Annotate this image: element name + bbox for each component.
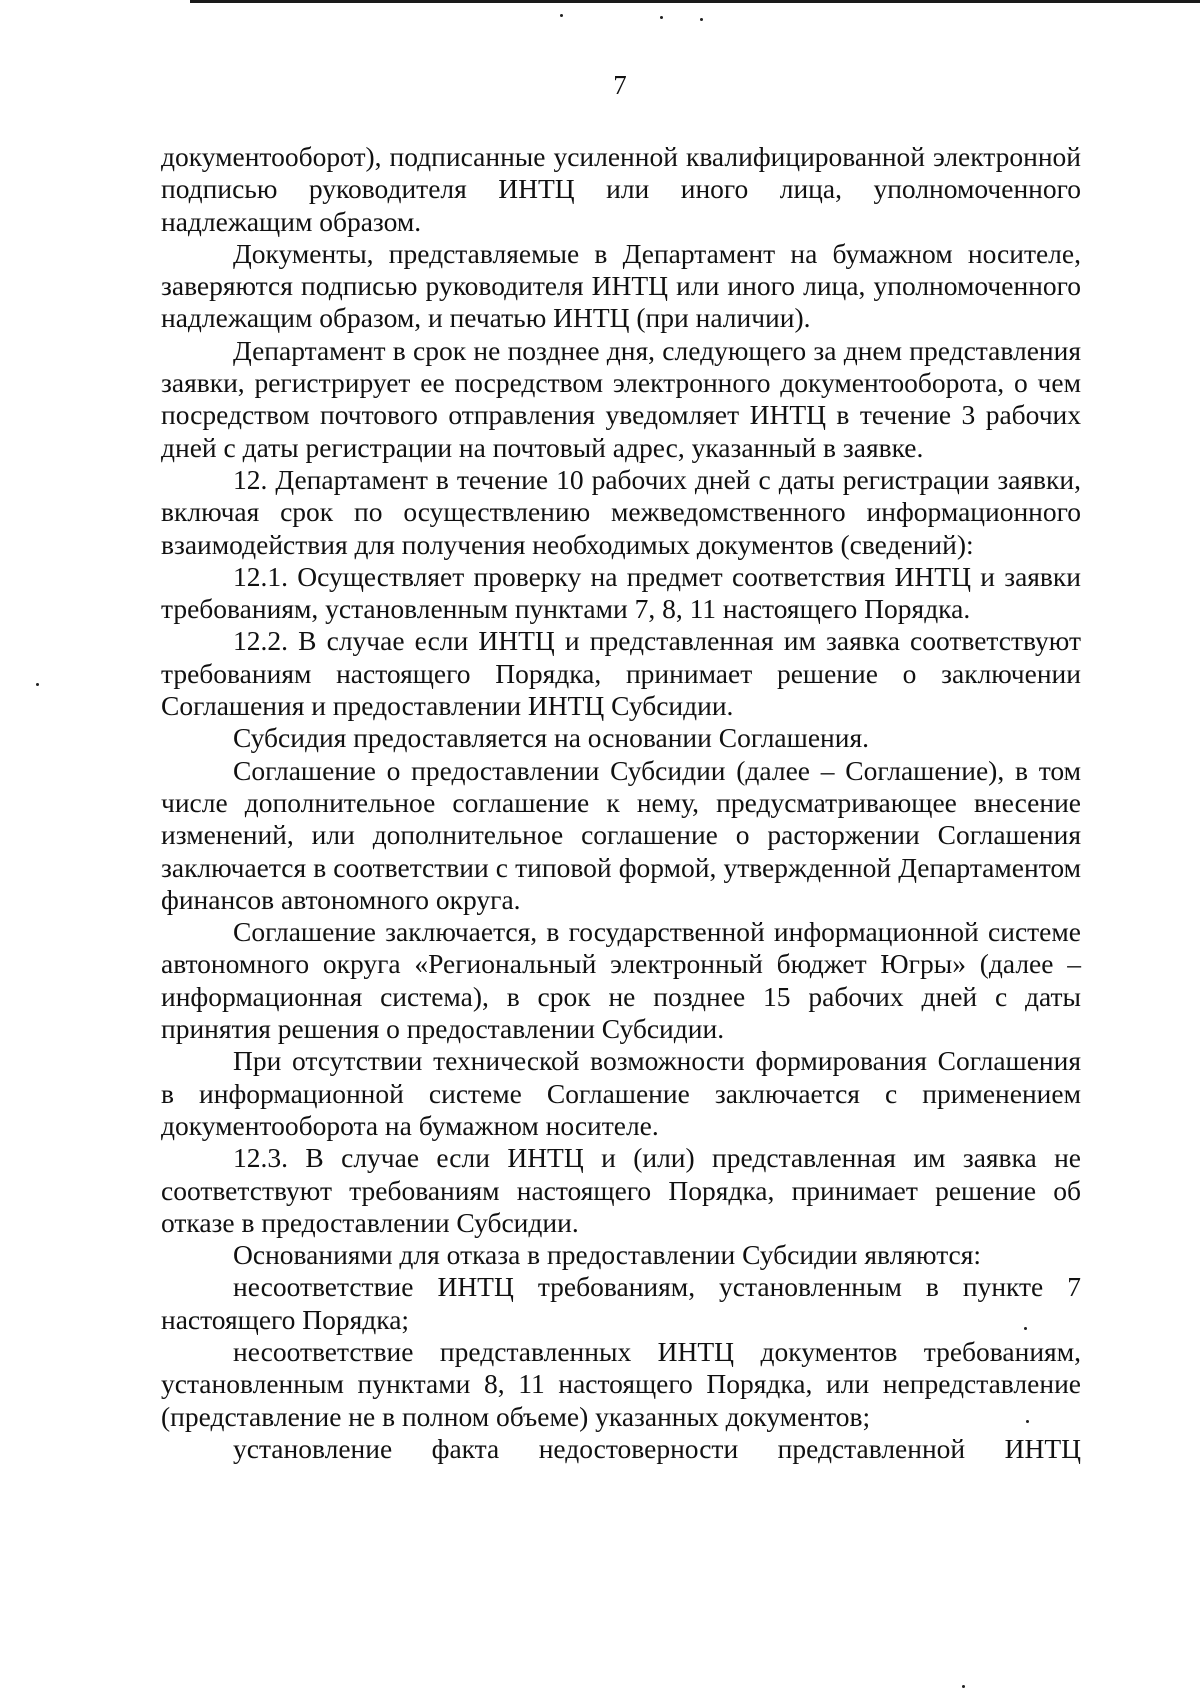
scan-speck bbox=[560, 14, 563, 17]
paragraph: 12. Департамент в течение 10 рабочих дней с даты регистрации заявки, включая срок по осуществлению межведомственного информационного взаимодействия для получения необходимых документов (сведений): bbox=[161, 463, 1081, 560]
scan-speck bbox=[962, 1685, 965, 1688]
paragraph: Основаниями для отказа в предоставлении Субсидии являются: bbox=[233, 1239, 982, 1271]
scan-speck bbox=[660, 16, 663, 19]
page-number: 7 bbox=[613, 70, 627, 100]
paragraph: Субсидия предоставляется на основании Соглашения. bbox=[233, 722, 869, 754]
paragraph: 12.1. Осуществляет проверку на предмет соответствия ИНТЦ и заявки требованиям, установленным пунктами 7, 8, 11 настоящего Порядка. bbox=[161, 560, 1081, 625]
paragraph: 12.2. В случае если ИНТЦ и представленная им заявка соответствуют требованиям настоящего Порядка, принимает решение о заключении Соглашения и предоставлении ИНТЦ Субсидии. bbox=[161, 625, 1081, 722]
paragraph: Департамент в срок не позднее дня, следующего за днем представления заявки, регистрирует ее посредством электронного документооборота, о чем посредством почтового отправления уведомляет ИНТЦ в течение 3 рабочих дней с даты регистрации на почтовый адрес, указанный в заявке. bbox=[161, 334, 1081, 463]
paragraph: Соглашение заключается, в государственной информационной системе автономного округа «Региональный электронный бюджет Югры» (далее – информационная система), в срок не позднее 15 рабочих дней с даты принятия решения о предоставлении Субсидии. bbox=[161, 916, 1081, 1045]
scan-speck bbox=[1026, 1420, 1029, 1423]
paragraph: При отсутствии технической возможности формирования Соглашения в информационной системе Соглашение заключается с применением документооборота на бумажном носителе. bbox=[161, 1045, 1081, 1141]
scan-edge-line bbox=[190, 0, 1200, 3]
paragraph: несоответствие представленных ИНТЦ документов требованиям, установленным пунктами 8, 11 настоящего Порядка, или непредставление (представление не в полном объеме) указанных документов; bbox=[161, 1335, 1081, 1432]
paragraph: Документы, представляемые в Департамент на бумажном носителе, заверяются подписью руководителя ИНТЦ или иного лица, уполномоченного надлежащим образом, и печатью ИНТЦ (при наличии). bbox=[161, 237, 1081, 334]
paragraph: 12.3. В случае если ИНТЦ и (или) представленная им заявка не соответствуют требованиям настоящего Порядка, принимает решение об отказе в предоставлении Субсидии. bbox=[161, 1142, 1081, 1238]
scan-speck bbox=[1024, 1327, 1027, 1330]
paragraph: документооборот), подписанные усиленной квалифицированной электронной подписью руководителя ИНТЦ или иного лица, уполномоченного надлежащим образом. bbox=[161, 141, 1081, 237]
paragraph: установление факта недостоверности представленной ИНТЦ bbox=[233, 1432, 1081, 1464]
paragraph: несоответствие ИНТЦ требованиям, установленным в пункте 7 настоящего Порядка; bbox=[161, 1271, 1081, 1335]
scan-speck bbox=[700, 18, 703, 21]
paragraph: Соглашение о предоставлении Субсидии (далее – Соглашение), в том числе дополнительное соглашение к нему, предусматривающее внесение изменений, или дополнительное соглашение о расторжении Соглашения заключается в соответствии с типовой формой, утвержденной Департаментом финансов автономного округа. bbox=[161, 754, 1081, 915]
scan-speck bbox=[36, 683, 39, 686]
document-body bbox=[161, 141, 1081, 1465]
